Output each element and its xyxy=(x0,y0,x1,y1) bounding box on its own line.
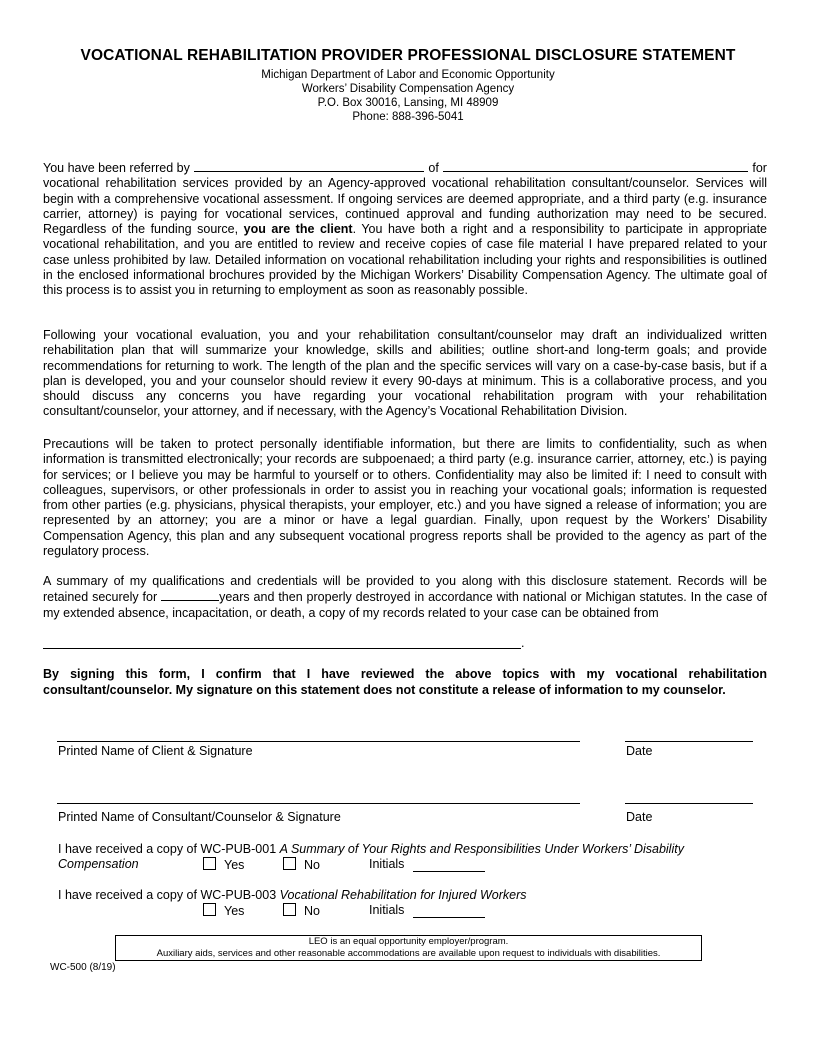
client-signature-line[interactable] xyxy=(57,741,580,742)
agency-phone: Phone: 888-396-5041 xyxy=(352,111,464,123)
retention-years-field[interactable] xyxy=(161,589,219,601)
consultant-signature-line[interactable] xyxy=(57,803,580,804)
referral-source-field[interactable] xyxy=(443,160,748,172)
accommodations-line: Auxiliary aids, services and other reasonable accommodations are available upon request to individuals with disabilities. xyxy=(156,947,661,959)
eeo-line: LEO is an equal opportunity employer/program. xyxy=(308,936,509,947)
referred-by-field[interactable] xyxy=(194,160,424,172)
confirmation-statement: By signing this form, I confirm that I have reviewed the above topics with my vocational rehabilitation consultant/counselor. My signature on this statement does not constitute a release of information to my counselor. xyxy=(43,667,767,697)
ack1-initials-field[interactable] xyxy=(413,871,485,872)
records-paragraph xyxy=(43,574,767,621)
evaluation-paragraph: Following your vocational evaluation, you and your rehabilitation consultant/counselor may draft an individualized written rehabilitation plan that will summarize your knowledge, skills and abilities; outline short-and long-term goals; and provide recommendations for returning to work. The length of the plan and the specific services will vary on a case-by-case basis, but if a plan is developed, you and your counselor should review it every 90-days at minimum. This is a collaborative process, and you should discuss any concerns you have regarding your vocational rehabilitation program with your rehabilitation consultant/counselor, your attorney, and if necessary, with the Agency’s Vocational Rehabilitation Division. xyxy=(43,328,767,419)
referral-text-a: vocational rehabilitation services provided by an Agency-approved vocational rehabilitation consultant/counselor. Services will begin with a comprehensive vocational assessment. If ongoing services are deemed appropriate, and a third party (e.g. insurance carrier, attorney) is paying for vocational services, continued approval and funding authorization may need to be secured. Regardless of the funding source, xyxy=(43,176,767,237)
ack1-no-label: No xyxy=(304,858,320,872)
ack2-initials-field[interactable] xyxy=(413,917,485,918)
consultant-date-line[interactable] xyxy=(625,803,753,804)
ack1-no-checkbox[interactable] xyxy=(283,857,296,870)
page-title: VOCATIONAL REHABILITATION PROVIDER PROFESSIONAL DISCLOSURE STATEMENT xyxy=(80,47,736,64)
ack1-yes-checkbox[interactable] xyxy=(203,857,216,870)
ack1-no-option[interactable] xyxy=(283,857,320,872)
equal-opportunity-notice xyxy=(115,935,702,961)
ack1-title: A Summary of Your Rights and Responsibilities Under Workers’ Disability xyxy=(279,842,684,856)
records-text-a: A summary of my qualifications and credentials will be provided to you along with this disclosure statement. Records will be retained securely for xyxy=(43,574,767,605)
wc-pub-001-ack xyxy=(58,842,684,858)
ack1-prefix: I have received a copy of WC-PUB-001 xyxy=(58,842,280,856)
records-location-field[interactable] xyxy=(43,648,521,649)
client-signature-label: Printed Name of Client & Signature xyxy=(58,744,253,758)
referral-paragraph xyxy=(43,160,767,299)
for-label: for xyxy=(752,161,767,175)
wc-pub-003-ack xyxy=(58,888,527,904)
ack2-no-option[interactable] xyxy=(283,903,320,918)
records-text-b: years and then properly destroyed in accordance with national or Michigan statutes. In the case of my extended absence, incapacitation, or death, a copy of my records related to your case can be obtained from xyxy=(43,590,767,620)
agency-subname: Workers’ Disability Compensation Agency xyxy=(301,83,515,95)
ack2-yes-checkbox[interactable] xyxy=(203,903,216,916)
form-number: WC-500 (8/19) xyxy=(50,962,116,973)
ack1-yes-label: Yes xyxy=(224,858,245,872)
records-location-period: . xyxy=(521,636,525,650)
ack2-no-label: No xyxy=(304,904,320,918)
confidentiality-paragraph: Precautions will be taken to protect personally identifiable information, but there are limits to confidentiality, such as when information is transmitted electronically; your records are subpoenaed; a third party (e.g. insurance carrier, attorney, etc.) is paying for services; or I believe you may be harmful to yourself or to others. Confidentiality may also be limited if: I need to consult with colleagues, supervisors, or other professionals in order to assist you in reaching your vocational goals; information is requested from other parties (e.g. physicians, physical therapists, your employer, etc.) and you have signed a release of information; you are represented by an attorney; you are a minor or have a legal guardian. Finally, upon request by the Workers’ Disability Compensation Agency, this plan and any subsequent vocational progress reports shall be provided to the agency as part of the regulatory process. xyxy=(43,437,767,559)
ack1-initials-label: Initials xyxy=(369,857,405,871)
of-label: of xyxy=(428,161,439,175)
ack2-yes-label: Yes xyxy=(224,904,245,918)
client-date-line[interactable] xyxy=(625,741,753,742)
consultant-date-label: Date xyxy=(626,810,653,824)
client-emphasis: you are the client xyxy=(243,222,353,237)
ack2-title: Vocational Rehabilitation for Injured Workers xyxy=(279,888,527,902)
referral-text-b: . You have both a right and a responsibility to participate in appropriate vocational rehabilitation, and you are entitled to review and receive copies of case file material I have prepared related to your case unless prohibited by law. Detailed information on vocational rehabilitation including your rights and responsibilities is outlined in the enclosed informational brochures provided by the Michigan Workers’ Disability Compensation Agency. The ultimate goal of this process is to assist you in returning to employment as soon as reasonably possible. xyxy=(43,222,767,298)
ack2-prefix: I have received a copy of WC-PUB-003 xyxy=(58,888,280,902)
ack1-title-line2: Compensation xyxy=(58,857,139,871)
consultant-signature-label: Printed Name of Consultant/Counselor & Signature xyxy=(58,810,341,824)
ack1-yes-option[interactable] xyxy=(203,857,244,872)
agency-address: P.O. Box 30016, Lansing, MI 48909 xyxy=(317,97,499,109)
ack2-initials-label: Initials xyxy=(369,903,405,917)
client-date-label: Date xyxy=(626,744,653,758)
agency-name: Michigan Department of Labor and Economic Opportunity xyxy=(261,69,555,81)
ack2-yes-option[interactable] xyxy=(203,903,244,918)
ack2-no-checkbox[interactable] xyxy=(283,903,296,916)
referred-by-label: You have been referred by xyxy=(43,161,190,175)
